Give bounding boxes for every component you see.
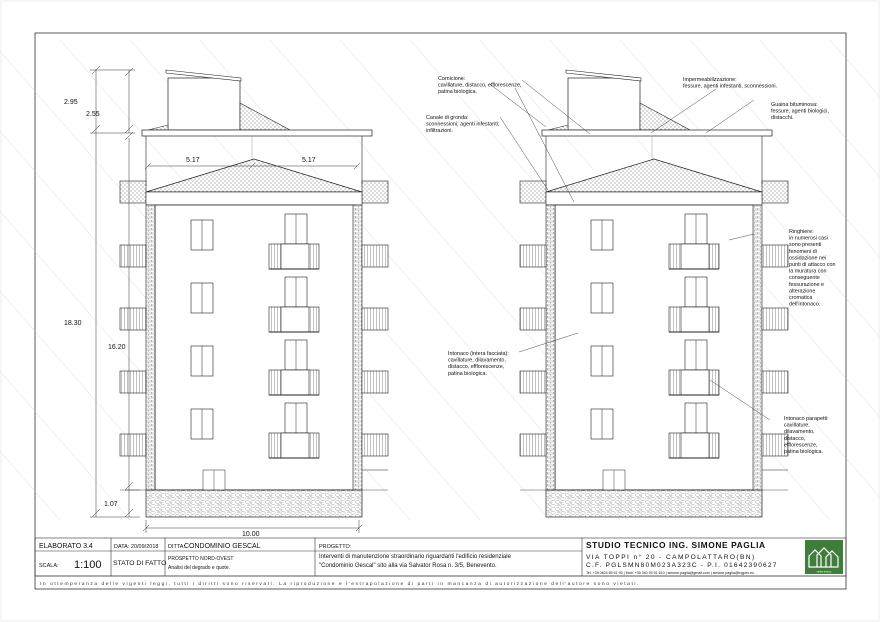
annotation-line: in numerosi casi (789, 235, 828, 242)
dim-top-partial: 2.55 (86, 111, 100, 118)
balcony-parapet (281, 370, 309, 395)
studio-name: STUDIO TECNICO ING. SIMONE PAGLIA (586, 540, 766, 550)
side-roof-right (362, 181, 388, 203)
side-balcony-right (362, 245, 388, 267)
side-balcony-right (762, 308, 788, 330)
data-label: DATA: 20/09/2018 (114, 544, 159, 550)
annotation-line: Canale di gronda: (426, 115, 469, 121)
brick-pilaster-left (546, 205, 555, 490)
annotation-line: Ringhiere: (789, 229, 814, 235)
cornice (542, 130, 772, 136)
annotation-line: la muratura con (789, 268, 827, 275)
balcony-parapet (281, 244, 309, 269)
annotation-line: dilavamento, (784, 429, 815, 436)
copyright-footer: In ottemperanza delle vigenti leggi, tutti i diritti sono riservati. La riproduzione e l'estrapolazione di parti in mancanza di autorizzazione dell'autore sono vietati. (40, 582, 640, 587)
dim-top-total: 2.95 (64, 99, 78, 106)
progetto-label: PROGETTO: (319, 544, 352, 550)
side-balcony-left (120, 308, 146, 330)
dim-roof-right: 5.17 (302, 157, 316, 164)
side-roof-left (520, 181, 546, 203)
side-balcony-right (762, 371, 788, 393)
annotation-line: fessure, agenti infestanti, sconnessioni. (683, 83, 778, 90)
annotation-line: Impermeabilizzazione: (683, 77, 737, 83)
annotation-line: conseguente (789, 275, 820, 282)
annotation-line: cavillature, distacco, efflorescenze, (438, 82, 522, 89)
facade-wall (155, 205, 355, 490)
annotation-line: cavillature, (784, 422, 810, 429)
side-balcony-right (362, 371, 388, 393)
side-balcony-left (120, 434, 146, 456)
balcony-parapet (281, 307, 309, 332)
balcony-parapet (681, 307, 709, 332)
studio-contacts: Tel. +39 0824 85 61 93 | Mob. +39 340 93 51 610 | simone.paglia@gmail.com | simone.paglia@ingpec.eu (586, 571, 755, 575)
stone-base (146, 490, 362, 517)
progetto-line-1: Interventi di manutenzione straordinario riguardanti l'edificio residenziale (319, 554, 511, 560)
side-balcony-left (520, 308, 546, 330)
side-balcony-right (362, 308, 388, 330)
annotation-line: cavillature, dilavamento, (448, 357, 506, 364)
ditta-value: CONDOMINIO GESCAL (184, 543, 261, 550)
annotation-line: Guaina bituminosa: (771, 102, 818, 108)
side-roof-right (762, 181, 788, 203)
scala-value: 1:100 (74, 559, 102, 571)
analisi-label: Analisi del degrado e quote. (168, 565, 230, 571)
annotation-line: Intonaco (intera facciata): (448, 351, 509, 357)
side-roof-left (120, 181, 146, 203)
side-balcony-left (520, 245, 546, 267)
ditta-label: DITTA: (168, 544, 186, 550)
side-balcony-left (120, 245, 146, 267)
chimney-box (568, 78, 640, 130)
annotation-line: cromatica (789, 295, 813, 301)
annotation-line: patina biologica. (448, 370, 487, 377)
annotation-line: Cornicione: (438, 76, 466, 82)
annotation-line: efflorescenze, (784, 442, 818, 449)
dim-main-height: 16.20 (108, 344, 126, 351)
facade-wall (555, 205, 755, 490)
annotation-line: fessure, agenti biologici, (771, 108, 829, 115)
annotation-line: distacchi. (771, 115, 794, 122)
stone-base (546, 490, 762, 517)
balcony-parapet (681, 244, 709, 269)
annotation-line: Intonaco parapetti: (784, 416, 829, 422)
annotation-line: fessurazione e (789, 281, 825, 288)
progetto-line-2: "Condominio Gescal" sito alla via Salvator Rosa n. 3/5, Benevento. (319, 563, 497, 569)
studio-address: VIA TOPPI n° 20 - CAMPOLATTARO(BN) (586, 554, 756, 561)
dim-total-height: 18.30 (64, 320, 82, 327)
annotation-line: distacco, efflorescenze, (448, 364, 505, 371)
balcony-parapet (681, 370, 709, 395)
annotation-line: punti di attacco con (789, 262, 836, 268)
brick-pilaster-right (753, 205, 762, 490)
side-balcony-left (520, 434, 546, 456)
dim-roof-left: 5.17 (186, 157, 200, 164)
annotation-line: sconnessioni; agenti infestanti; (426, 121, 500, 128)
annotation-line: infiltrazioni. (426, 128, 453, 135)
stato-label: STATO DI FATTO (113, 560, 167, 567)
svg-text:studio tecnico: studio tecnico (816, 570, 832, 574)
eave-band (546, 192, 762, 205)
side-balcony-left (520, 371, 546, 393)
dim-width: 10.00 (242, 531, 260, 538)
studio-logo (805, 540, 843, 574)
annotation-line: patina biologica. (438, 89, 477, 96)
annotation-line: sono presenti (789, 242, 822, 249)
side-balcony-right (762, 245, 788, 267)
prospetto-label: PROSPETTO NORD-OVEST (168, 556, 234, 562)
scala-label: SCALA: (39, 563, 59, 569)
elaborato-label: ELABORATO 3.4 (39, 543, 93, 550)
dim-base-height: 1.07 (104, 501, 118, 508)
studio-codes: C.F. PGLSMN80M023A323C - P.I. 01642390627 (586, 562, 778, 569)
cornice (142, 130, 372, 136)
chimney-box (168, 78, 240, 130)
balcony-parapet (281, 433, 309, 458)
side-balcony-right (362, 434, 388, 456)
annotation-line: alterazione (789, 288, 816, 295)
brick-pilaster-left (146, 205, 155, 490)
side-balcony-left (120, 371, 146, 393)
annotation-line: ossidazione nei (789, 255, 827, 262)
brick-pilaster-right (353, 205, 362, 490)
eave-band (146, 192, 362, 205)
balcony-parapet (681, 433, 709, 458)
annotation-line: distacco, (784, 435, 806, 442)
annotation-line: fenomeni di (789, 248, 817, 255)
annotation-line: patina biologica. (784, 449, 823, 455)
annotation-line: dell'intonaco. (789, 301, 821, 308)
